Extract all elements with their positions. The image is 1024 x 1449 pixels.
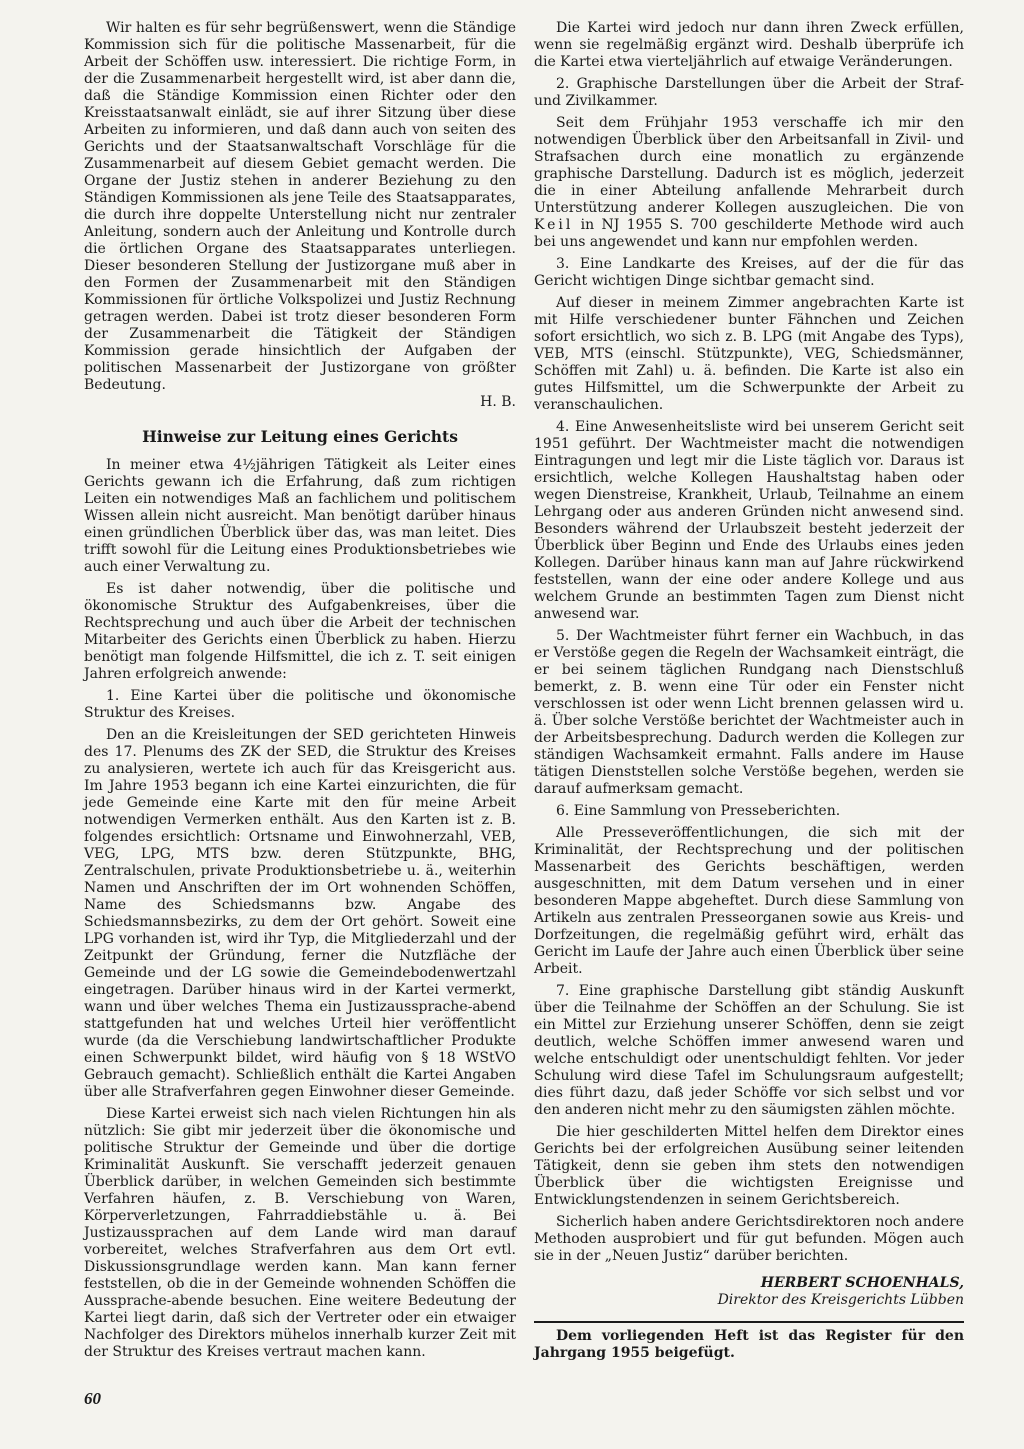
initials-signoff: H. B. — [480, 394, 516, 410]
intro-paragraph: In meiner etwa 4½jährigen Tätigkeit als Leiter eines Gerichts gewann ich die Erfahrung, daß zum richtigen Leiten ein notwendiges Maß an fachlichem und politischem Wissen allein nicht ausreicht. Man benötigt darüber hinaus einen gründlichen Überblick über das, was man leitet. Dies trifft sowohl für die Leitung eines Produktionsbetriebes wie auch einer Verwaltung zu. — [84, 457, 516, 575]
map-paragraph: Auf dieser in meinem Zimmer angebrachten Karte ist mit Hilfe verschiedener bunter Fähnchen und Zeichen sofort ersichtlich, wo sich z. B. LPG (mit Angabe des Typs), VEB, MTS (einschl. Stützpunkte), VEG, Schiedsmänner, Schöffen mit Zahl) u. ä. befinden. Die Karte ist also ein gutes Hilfsmittel, um die Schwerpunkte der Arbeit zu veranschaulichen. — [534, 295, 964, 413]
list-item-5: 5. Der Wachtmeister führt ferner ein Wachbuch, in das er Verstöße gegen die Regeln der Wachsamkeit einträgt, die er bei seinem täglichen Rundgang nach Dienstschluß bemerkt, z. B. wenn eine Tür oder ein Fenster nicht verschlossen ist oder wenn Licht brennen gelassen wird u. ä. Über solche Verstöße berichtet der Wachtmeister auch in der Arbeitsbesprechung. Dadurch werden die Kollegen zur ständigen Wachsamkeit ermahnt. Falls andere im Hause tätigen Dienststellen solche Verstöße begehen, werden sie darauf aufmerksam gemacht. — [534, 628, 964, 797]
conclusion-paragraph: Die hier geschilderten Mittel helfen dem Direktor eines Gerichts bei der erfolgreichen Ausübung seiner leitenden Tätigkeit, denn sie geben ihm stets den notwendigen Überblick über die wichtigsten Ereignisse und Entwicklungstendenzen in seinem Gerichtsbereich. — [534, 1124, 964, 1208]
article-heading: Hinweise zur Leitung eines Gerichts — [142, 427, 458, 446]
commission-paragraph: Wir halten es für sehr begrüßenswert, wenn die Ständige Kommission sich für die politische Massenarbeit, für die Arbeit der Schöffen usw. interessiert. Die richtige Form, in der die Zusammenarbeit hergestellt wird, ist aber dann die, daß die Ständige Kommission einen Richter oder den Kreisstaatsanwalt einlädt, sie auf ihrer Sitzung über diese Arbeiten zu informieren, und daß dann auch von seiten des Gerichts und der Staatsanwaltschaft Vorschläge für die Zusammenarbeit auf diesem Gebiet gemacht werden. Die Organe der Justiz stehen in anderer Beziehung zu den Ständigen Kommissionen als jene Teile des Staatsapparates, die durch ihre doppelte Unterstellung nicht nur zentraler Anleitung, sondern auch der Anleitung und Kontrolle durch die örtlichen Organe des Staatsapparates unterliegen. Dieser besonderen Stellung der Justizorgane muß aber in den Formen der Zusammenarbeit mit den Ständigen Kommissionen für örtliche Volkspolizei und Justiz Rechnung getragen werden. Dabei ist trotz dieser besonderen Form der Zusammenarbeit die Tätigkeit der Ständigen Kommission gerade hinsichtlich der Aufgaben der politischen Massenarbeit der Justizorgane von größter Bedeutung. H. B. — [84, 20, 516, 410]
author-reference: Keil — [534, 217, 574, 233]
author-title: Direktor des Kreisgerichts Lübben — [717, 1292, 964, 1308]
separator-rule — [534, 1321, 964, 1323]
list-item-3: 3. Eine Landkarte des Kreises, auf der die für das Gericht wichtigen Dinge sichtbar gemacht sind. — [534, 256, 964, 289]
list-item-7: 7. Eine graphische Darstellung gibt ständig Auskunft über die Teilnahme der Schöffen an der Schulung. Sie ist ein Mittel zur Erziehung unserer Schöffen, denn sie zeigt deutlich, welche Schöffen immer anwesend waren und welche entschuldigt oder unentschuldigt fehlten. Vor jeder Schulung wird diese Tafel im Schulungsraum aufgestellt; dies führt dazu, daß jeder Schöffe vor sich selbst und vor den anderen nicht mehr zu den säumigsten zählen möchte. — [534, 983, 964, 1118]
register-notice: Dem vorliegenden Heft ist das Register für den Jahrgang 1955 beigefügt. — [534, 1328, 964, 1361]
press-collection-paragraph: Alle Presseveröffentlichungen, die sich mit der Kriminalität, der Rechtsprechung und der politischen Massenarbeit des Gerichts beschäftigen, werden ausgeschnitten, mit dem Datum versehen und in einer besonderen Mappe abgeheftet. Durch diese Sammlung von Artikeln aus zentralen Presseorganen sowie aus Kreis- und Dorfzeitungen, die regelmäßig geführt wird, erhält das Gericht im Laufe der Jahre auch einen Überblick über seine Arbeit. — [534, 825, 964, 977]
closing-paragraph: Sicherlich haben andere Gerichtsdirektoren noch andere Methoden ausprobiert und für gut befunden. Mögen auch sie in der „Neuen Justiz“ darüber berichten. — [534, 1214, 964, 1264]
page-number: 60 — [84, 1389, 101, 1408]
card-index-paragraph: Den an die Kreisleitungen der SED gerichteten Hinweis des 17. Plenums des ZK der SED, die Struktur des Kreises zu analysieren, wertete ich auch für das Kreisgericht aus. Im Jahre 1953 begann ich eine Kartei einzurichten, die für jede Gemeinde eine Karte mit den für meine Arbeit notwendigen Vermerken enthält. Aus den Karten ist z. B. folgendes ersichtlich: Ortsname und Einwohnerzahl, VEB, VEG, LPG, MTS bzw. deren Stützpunkte, BHG, Zentralschulen, private Produktionsbetriebe u. ä., weiterhin Namen und Anschriften der im Ort wohnenden Schöffen, Name des Schiedsmanns bzw. Angabe des Schiedsmannsbezirks, zu dem der Ort gehört. Soweit eine LPG vorhanden ist, wird ihr Typ, die Mitgliederzahl und der Zeitpunkt der Gründung, ferner die Nutzfläche der Gemeinde und der LG sowie die Gemeindebodenwertzahl eingetragen. Darüber hinaus wird in der Kartei vermerkt, wann und über welches Thema ein Justizaussprache-abend stattgefunden hat und welches Urteil hier veröffentlicht wurde (da die Verschiebung landwirtschaftlicher Produkte einen Schwerpunkt bildet, wird häufig von § 18 WStVO Gebrauch gemacht). Schließlich enthält die Kartei Angaben über alle Strafverfahren gegen Einwohner dieser Gemeinde. — [84, 727, 516, 1100]
graphic-paragraph: Seit dem Frühjahr 1953 verschaffe ich mir den notwendigen Überblick über den Arbeitsanfall in Zivil- und Strafsachen durch eine monatlich zu ergänzende graphische Darstellung. Dadurch ist es möglich, jederzeit die in einer Abteilung anfallende Mehrarbeit durch Unterstützung anderer Kollegen auszugleichen. Die von Keil in NJ 1955 S. 700 geschilderte Methode wird auch bei uns angewendet und kann nur empfohlen werden. — [534, 115, 964, 250]
right-column — [534, 20, 964, 1367]
list-item-6: 6. Eine Sammlung von Presseberichten. — [556, 803, 841, 819]
list-item-4: 4. Eine Anwesenheitsliste wird bei unserem Gericht seit 1951 geführt. Der Wachtmeister macht die notwendigen Eintragungen und legt mir die Liste täglich vor. Daraus ist ersichtlich, welche Kollegen Haushaltstag haben oder wegen Dienstreise, Krankheit, Urlaub, Teilnahme an einem Lehrgang oder aus anderen Gründen nicht anwesend sind. Besonders während der Urlaubszeit besteht jederzeit der Überblick über Beginn und Ende des Urlaubs eines jeden Kollegen. Darüber hinaus kann man auf Jahre rückwirkend feststellen, wann der eine oder andere Kollege und aus welchem Grunde an bestimmten Tagen zum Dienst nicht anwesend war. — [534, 419, 964, 622]
card-index-update-paragraph: Die Kartei wird jedoch nur dann ihren Zweck erfüllen, wenn sie regelmäßig ergänzt wird. Deshalb überprüfe ich die Kartei etwa vierteljährlich auf etwaige Veränderungen. — [534, 20, 964, 70]
signature-block — [534, 1275, 964, 1309]
aids-paragraph: Es ist daher notwendig, über die politische und ökonomische Struktur des Aufgabenkreises, über die Rechtsprechung und auch über die Arbeit der technischen Mitarbeiter des Gerichts einen Überblick zu haben. Hierzu benötigt man folgende Hilfsmittel, die ich z. T. seit einigen Jahren erfolgreich anwende: — [84, 581, 516, 682]
card-index-usefulness-paragraph: Diese Kartei erweist sich nach vielen Richtungen hin als nützlich: Sie gibt mir jederzeit über die ökonomische und politische Struktur der Gemeinde und über die dortige Kriminalität Auskunft. Sie verschafft jederzeit genauen Überblick darüber, in welchen Gemeinden sich bestimmte Verfahren häufen, z. B. Verschiebung von Waren, Körperverletzungen, Fahrraddiebstähle u. ä. Bei Justizaussprachen auf dem Lande wird man darauf vorbereitet, welches Strafverfahren aus dem Ort evtl. Diskussionsgrundlage werden kann. Man kann ferner feststellen, ob die in der Gemeinde wohnenden Schöffen die Aussprache-abende besuchen. Eine weitere Bedeutung der Kartei liegt darin, daß sich der Vertreter oder ein etwaiger Nachfolger des Direktors mühelos innerhalb kurzer Zeit mit der Struktur des Kreises vertraut machen kann. — [84, 1106, 516, 1360]
left-column — [84, 20, 516, 1366]
list-item-2: 2. Graphische Darstellungen über die Arbeit der Straf- und Zivilkammer. — [534, 76, 964, 109]
list-item-1: 1. Eine Kartei über die politische und ökonomische Struktur des Kreises. — [84, 688, 516, 721]
author-name: HERBERT SCHOENHALS, — [760, 1275, 964, 1291]
